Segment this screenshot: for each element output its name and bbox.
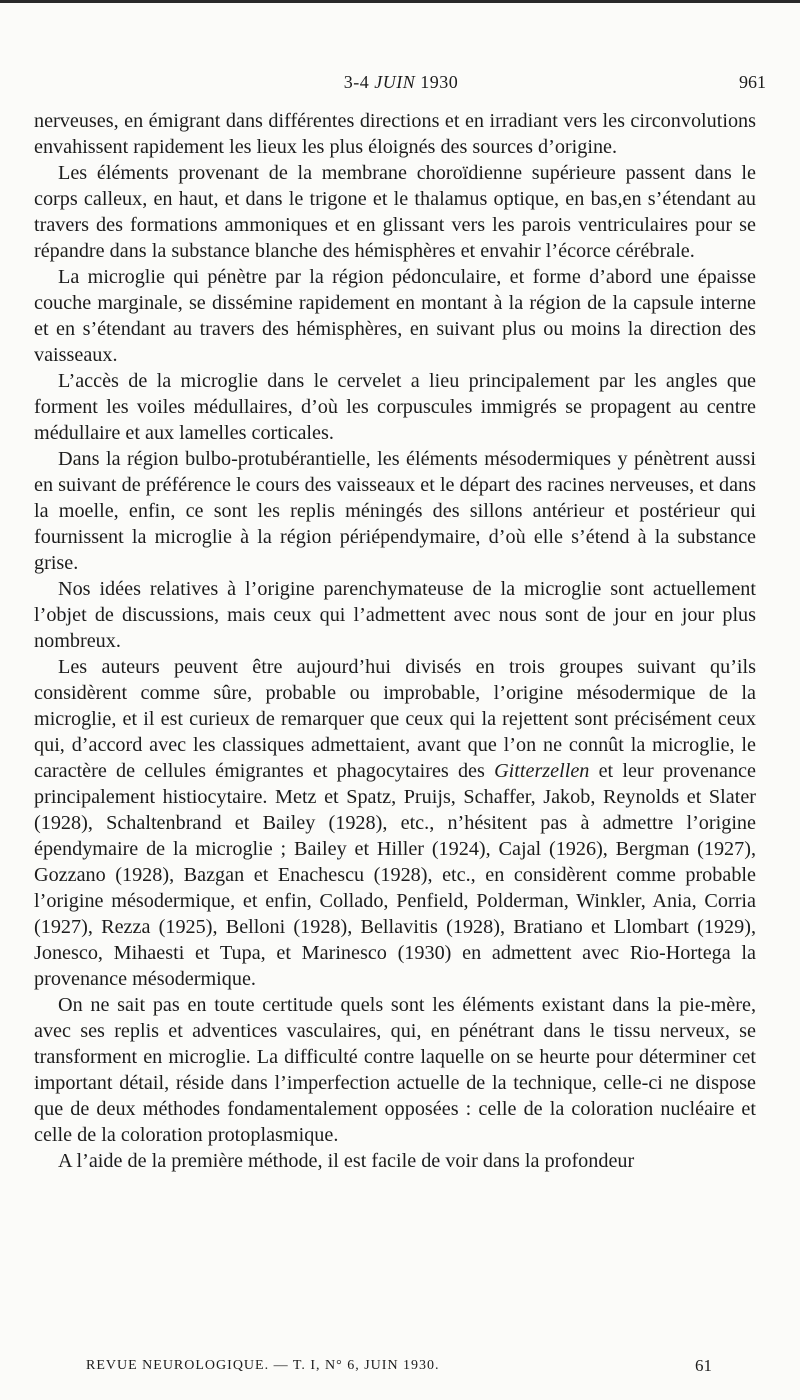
- header-year: 1930: [415, 72, 459, 92]
- page-number: 961: [739, 72, 766, 92]
- paragraph-7: [34, 654, 756, 992]
- paragraph-9: A l’aide de la première méthode, il est facile de voir dans la profondeur: [58, 1150, 635, 1172]
- page-edge-shadow: [0, 0, 800, 3]
- body-text: [34, 108, 756, 1174]
- footer-journal-citation: REVUE NEUROLOGIQUE. — T. I, N° 6, JUIN 1930.: [86, 1358, 440, 1373]
- paragraph-7-part-1: Les auteurs peuvent être aujourd’hui divisés en trois groupes suivant qu’ils considèrent comme sûre, probable ou improbable, l’origine mésodermique de la microglie, et il est curieux de remarquer que ceux qui la rejettent sont précisément ceux qui, d’accord avec les classiques admettaient, avant que l’on ne connût la microglie, le caractère de cellules émigrantes et phagocytaires des: [34, 656, 756, 782]
- paragraph-7-part-2: et leur provenance principalement histiocytaire. Metz et Spatz, Pruijs, Schaffer, Jakob, Reynolds et Slater (1928), Schaltenbrand et Bailey (1928), etc., n’hésitent pas à admettre l’origine épendymaire de la microglie ; Bailey et Hiller (1924), Cajal (1926), Bergman (1927), Gozzano (1928), Bazgan et Enachescu (1928), etc., en considèrent comme probable l’origine mésodermique, et enfin, Collado, Penfield, Polderman, Winkler, Ania, Corria (1927), Rezza (1925), Belloni (1928), Bellavitis (1928), Bratiano et Llombart (1929), Jonesco, Mihaesti et Tupa, et Marinesco (1930) en admettent avec Rio-Hortega la provenance mésodermique.: [34, 760, 756, 990]
- paragraph-8: On ne sait pas en toute certitude quels sont les éléments existant dans la pie-mère, avec ses replis et adventices vasculaires, qui, en pénétrant dans le tissu nerveux, se transforment en microglie. La difficulté contre laquelle on se heurte pour déterminer cet important détail, réside dans l’imperfection actuelle de la technique, celle-ci ne dispose que de deux méthodes fondamentalement opposées : celle de la coloration nucléaire et celle de la coloration protoplasmique.: [34, 994, 756, 1146]
- paragraph-3: La microglie qui pénètre par la région pédonculaire, et forme d’abord une épaisse couche marginale, se dissémine rapidement en montant à la région de la capsule interne et en s’étendant au travers des hémisphères, en suivant plus ou moins la direction des vaisseaux.: [34, 266, 756, 366]
- paragraph-1: nerveuses, en émigrant dans différentes directions et en irradiant vers les circonvolutions envahissent rapidement les lieux les plus éloignés des sources d’origine.: [34, 110, 756, 158]
- header-month: JUIN: [374, 72, 416, 92]
- paragraph-4: L’accès de la microglie dans le cervelet a lieu principalement par les angles que forment les voiles médullaires, d’où les corpuscules immigrés se propagent au centre médullaire et aux lamelles corticales.: [34, 370, 756, 444]
- paragraph-2: Les éléments provenant de la membrane choroïdienne supérieure passent dans le corps calleux, en haut, et dans le trigone et le thalamus optique, en bas,en s’étendant au travers des formations ammoniques et en glissant vers les parois ventriculaires pour se répandre dans la substance blanche des hémisphères et envahir l’écorce cérébrale.: [34, 162, 756, 262]
- footer-sheet-number: 61: [695, 1356, 712, 1375]
- paragraph-5: Dans la région bulbo-protubérantielle, les éléments mésodermiques y pénètrent aussi en suivant de préférence le cours des vaisseaux et le départ des racines nerveuses, et dans la moelle, enfin, ce sont les replis méningés des sillons antérieur et postérieur qui fournissent la microglie à la région périépendymaire, d’où elle s’étend à la substance grise.: [34, 448, 756, 574]
- page-footer: [86, 1356, 712, 1380]
- paragraph-7-italic-term: Gitterzellen: [494, 760, 590, 782]
- header-date-prefix: 3-4: [343, 72, 375, 92]
- header-date: [36, 72, 766, 93]
- running-header: [36, 72, 766, 98]
- paragraph-6: Nos idées relatives à l’origine parenchymateuse de la microglie sont actuellement l’objet de discussions, mais ceux qui l’admettent avec nous sont de jour en jour plus nombreux.: [34, 578, 756, 652]
